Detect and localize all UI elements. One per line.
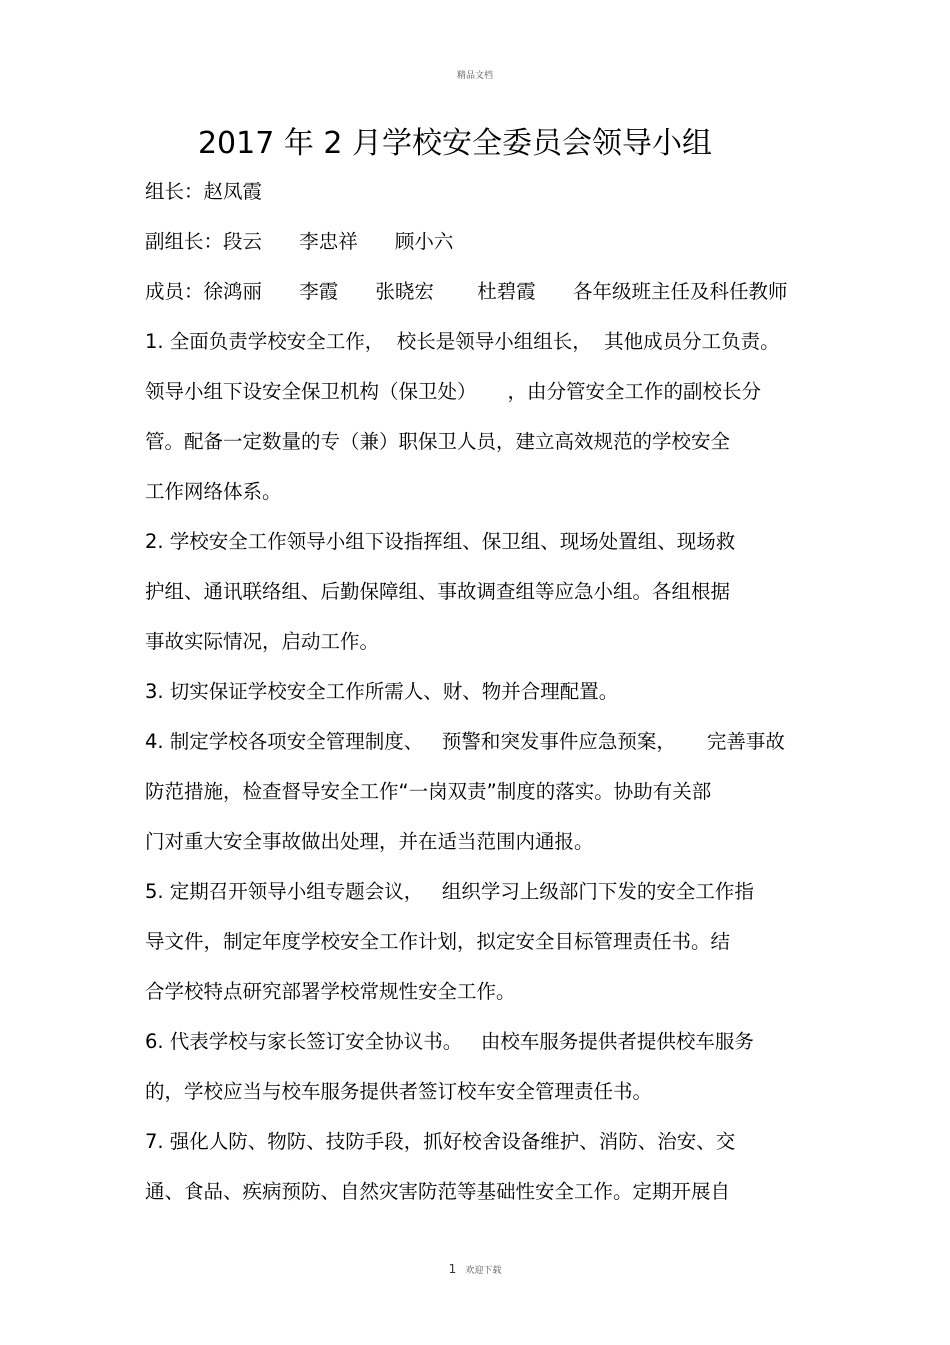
body-text-line: 2. 学校安全工作领导小组下设指挥组、保卫组、现场处置组、现场救 [145,530,736,553]
body-text-line: 4. 制定学校各项安全管理制度、 预警和突发事件应急预案， 完善事故 [145,730,785,753]
body-text-line: 通、食品、疾病预防、自然灾害防范等基础性安全工作。定期开展自 [145,1180,731,1203]
body-text-line: 3. 切实保证学校安全工作所需人、财、物并合理配置。 [145,680,619,703]
page-number: 1 [448,1262,457,1276]
body-text-line: 领导小组下设安全保卫机构（保卫处） ，由分管安全工作的副校长分 [145,380,761,403]
document-body [145,172,815,1222]
document-title: 2017 年 2 月学校安全委员会领导小组 [197,126,713,161]
body-text-line: 管。配备一定数量的专（兼）职保卫人员，建立高效规范的学校安全 [145,430,731,453]
body-text-line: 合学校特点研究部署学校常规性安全工作。 [145,980,516,1003]
body-text-line: 防范措施，检查督导安全工作“一岗双责”制度的落实。协助有关部 [145,780,712,803]
header-watermark: 精品文档 [456,71,493,81]
deputy-leader-line: 副组长：段云 李忠祥 顾小六 [145,230,454,253]
page-footer [0,1258,950,1277]
body-text-line: 6. 代表学校与家长签订安全协议书。 由校车服务提供者提供校车服务 [145,1030,754,1053]
body-text-line: 门对重大安全事故做出处理，并在适当范围内通报。 [145,830,594,853]
body-text-line: 5. 定期召开领导小组专题会议， 组织学习上级部门下发的安全工作指 [145,880,754,903]
body-text-line: 护组、通讯联络组、后勤保障组、事故调查组等应急小组。各组根据 [145,580,731,603]
members-line: 成员：徐鸿丽 李霞 张晓宏 杜碧霞 各年级班主任及科任教师 [145,280,788,303]
leader-line: 组长：赵凤霞 [145,180,263,203]
body-text-line: 工作网络体系。 [145,480,282,503]
body-text-line: 导文件，制定年度学校安全工作计划，拟定安全目标管理责任书。结 [145,930,731,953]
body-text-line: 1. 全面负责学校安全工作， 校长是领导小组组长， 其他成员分工负责。 [145,330,780,353]
body-text-line: 7. 强化人防、物防、技防手段，抓好校舍设备维护、消防、治安、交 [145,1130,736,1153]
footer-text: 欢迎下载 [465,1266,502,1276]
body-text-line: 的，学校应当与校车服务提供者签订校车安全管理责任书。 [145,1080,653,1103]
body-text-line: 事故实际情况，启动工作。 [145,630,380,653]
